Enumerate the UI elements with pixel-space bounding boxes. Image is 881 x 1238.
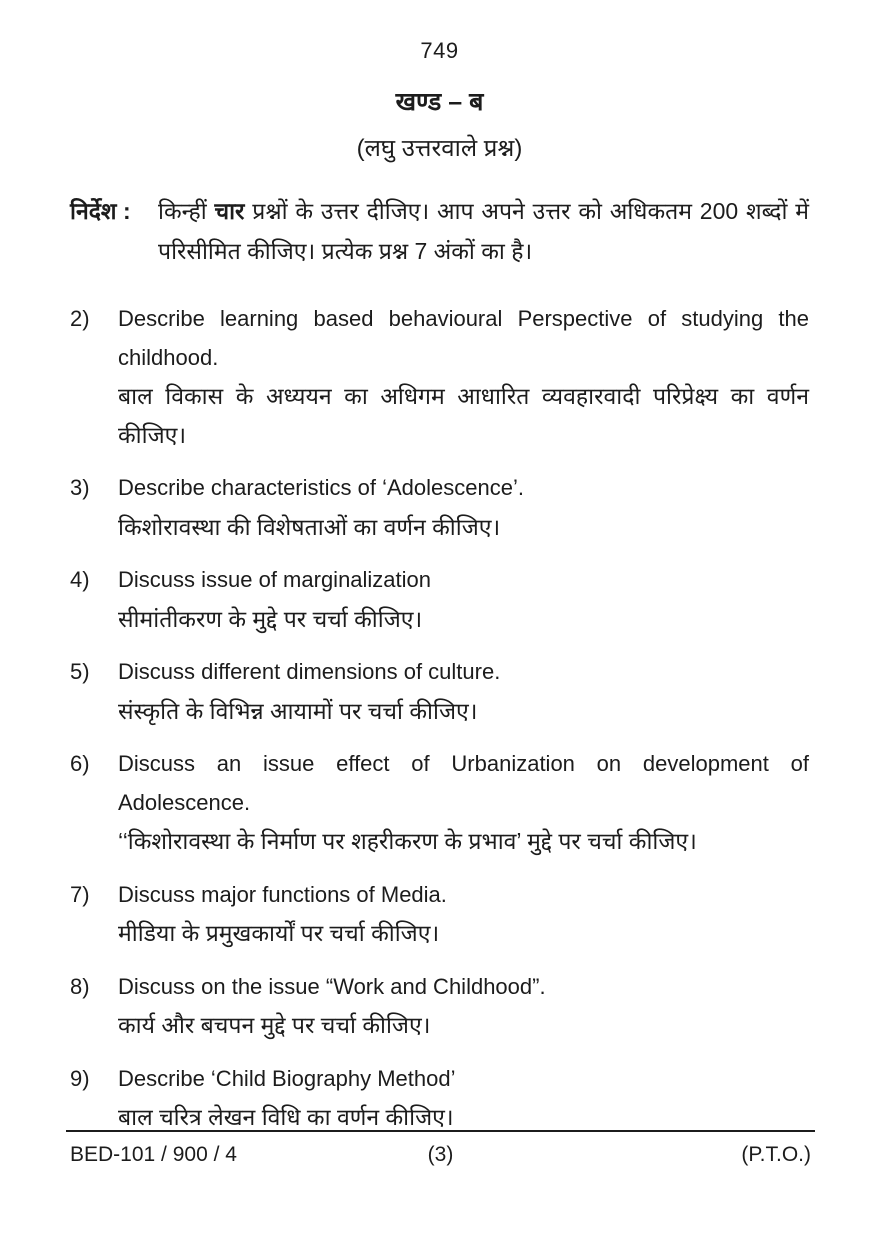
question-number: 8) (70, 973, 90, 999)
instructions-text-bold-word: चार (214, 198, 245, 224)
question-text-english: Describe learning based behavioural Perspective of studying the childhood. (118, 306, 809, 370)
instructions-text-part1: किन्हीं (158, 198, 215, 224)
question-item-5 (70, 653, 809, 730)
question-number: 6) (70, 751, 90, 776)
question-item-3 (70, 469, 809, 546)
question-text-hindi: बाल विकास के अध्ययन का अधिगम आधारित व्यवहारवादी परिप्रेक्ष्य का वर्णन कीजिए। (118, 383, 809, 448)
section-title: खण्ड – ब (395, 88, 484, 116)
instructions-text (158, 191, 809, 271)
question-number: 3) (70, 475, 90, 500)
question-text-english: Discuss different dimensions of culture. (118, 659, 501, 684)
question-number: 2) (70, 306, 90, 331)
question-text-hindi: सीमांतीकरण के मुद्दे पर चर्चा कीजिए। (118, 605, 423, 632)
question-number: 9) (70, 1065, 90, 1091)
question-list (70, 300, 809, 1137)
footer-paper-code: BED-101 / 900 / 4 (70, 1143, 237, 1166)
question-item-6 (70, 745, 809, 861)
question-number: 4) (70, 567, 90, 592)
instructions-text-part2: प्रश्नों के उत्तर दीजिए। आप अपने उत्तर को अधिकतम 200 शब्दों में परिसीमित कीजिए। प्रत्येक प्रश्न 7 अंकों का है। (158, 198, 809, 264)
question-item-4 (70, 561, 809, 638)
question-text-hindi: संस्कृति के विभिन्न आयामों पर चर्चा कीजिए। (118, 697, 478, 724)
question-text-hindi: किशोरावस्था की विशेषताओं का वर्णन कीजिए। (118, 513, 501, 540)
question-text-english: Discuss major functions of Media. (118, 881, 447, 907)
question-text-hindi: ‘‘किशोरावस्था के निर्माण पर शहरीकरण के प्रभाव’ मुद्दे पर चर्चा कीजिए। (118, 828, 697, 854)
question-text-english: Discuss issue of marginalization (118, 567, 432, 592)
question-text-english: Describe ‘Child Biography Method’ (118, 1065, 456, 1091)
question-item-8 (70, 968, 809, 1045)
question-text-hindi: बाल चरित्र लेखन विधि का वर्णन कीजिए। (118, 1104, 454, 1130)
question-item-9 (70, 1060, 809, 1137)
page-footer (66, 1130, 815, 1167)
question-text-english: Discuss on the issue “Work and Childhood”. (118, 973, 546, 999)
question-text-hindi: मीडिया के प्रमुखकार्यों पर चर्चा कीजिए। (118, 920, 440, 946)
section-subtitle: (लघु उत्तरवाले प्रश्न) (356, 135, 523, 162)
page-number-top: 749 (420, 38, 459, 63)
question-item-7 (70, 876, 809, 953)
instructions-label: निर्देश : (70, 198, 131, 224)
instructions-block (70, 191, 809, 271)
question-item-2 (70, 300, 809, 454)
question-text-english: Describe characteristics of ‘Adolescence’. (118, 475, 524, 500)
question-text-hindi: कार्य और बचपन मुद्दे पर चर्चा कीजिए। (118, 1012, 431, 1038)
question-number: 7) (70, 881, 90, 907)
question-text-english: Discuss an issue effect of Urbanization on development of Adolescence. (118, 751, 809, 815)
question-number: 5) (70, 659, 90, 684)
footer-pto: (P.T.O.) (741, 1143, 811, 1166)
footer-page-number: (3) (427, 1143, 454, 1166)
